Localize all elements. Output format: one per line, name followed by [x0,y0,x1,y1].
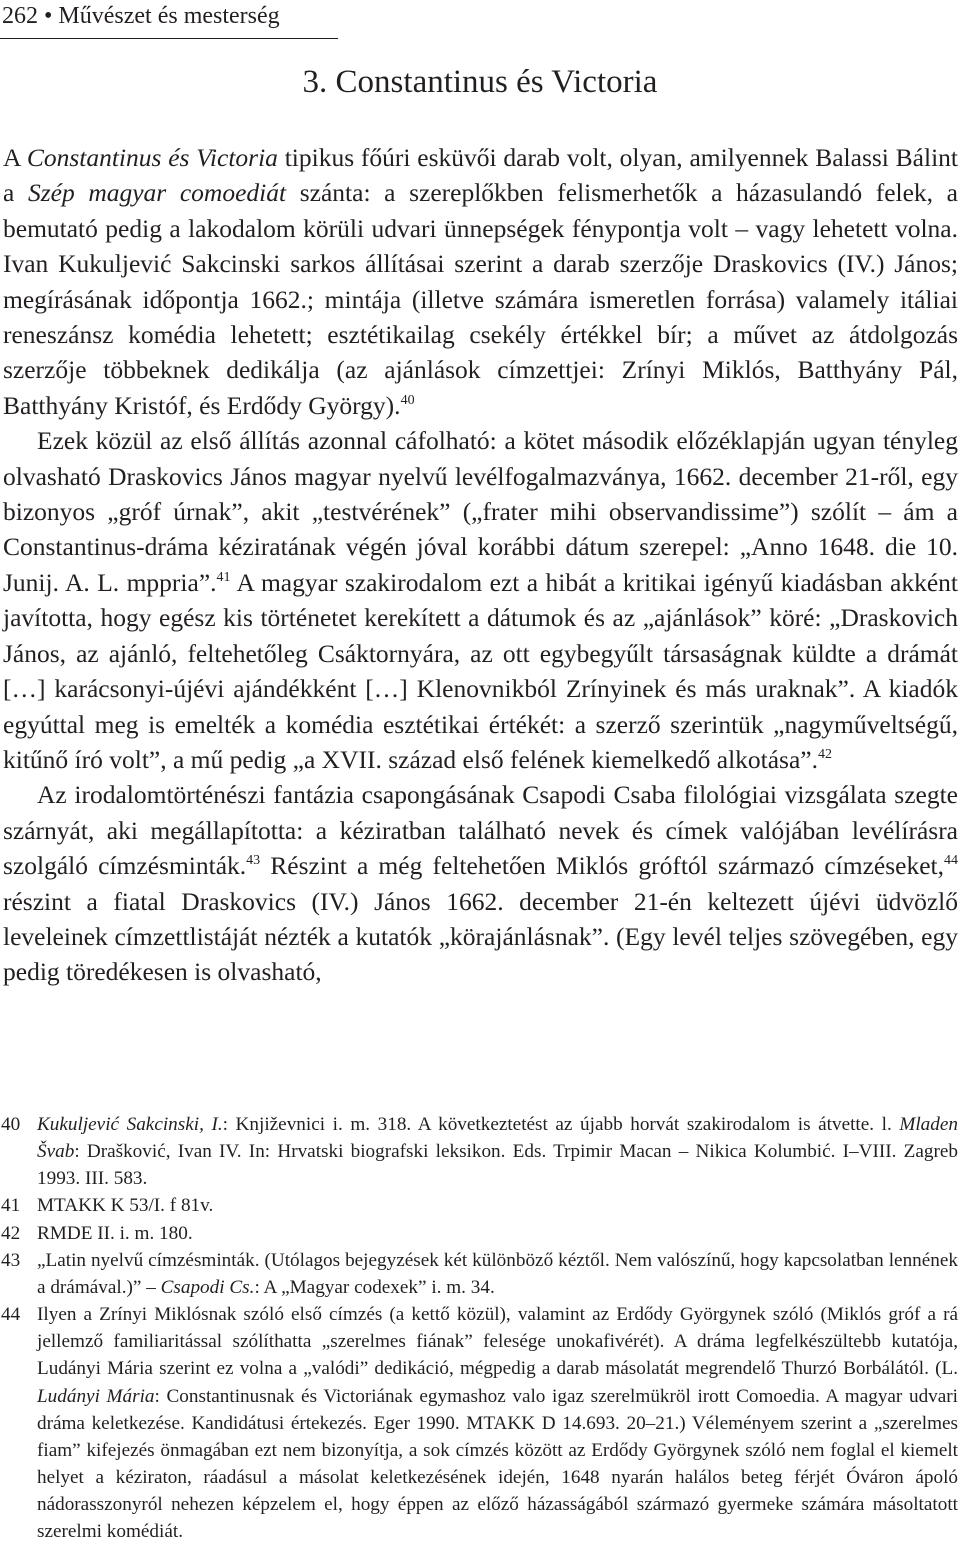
footnote-number: 42 [1,1222,21,1244]
italic-author: Kukuljević Sakcinski, I. [37,1114,223,1135]
page-number: 262 [2,3,38,29]
text-run: MTAKK K 53/I. f 81v. [37,1195,214,1217]
text-run: A [3,143,27,172]
text-run: : Drašković, Ivan IV. In: Hrvatski biografski leksikon. Eds. Trpimir Macan – Nikica Kolumbić. I–VIII. Zagreb 1993. III. 583. [37,1141,958,1190]
text-run: RMDE II. i. m. 180. [37,1222,193,1244]
italic-author: Ludányi Mária [37,1385,155,1407]
italic-author: Mladen Švab [37,1114,958,1163]
chapter-title: 3. Constantinus és Victoria [302,64,658,100]
text-run: : A „Magyar codexek” i. m. 34. [254,1276,495,1298]
text-run: részint a fiatal Draskovics (IV.) János 1662. december 21-én keltezett újévi üdvözlő leveleinek címzettlistáját nézték a kutatók „körajánlásnak”. (Egy levél teljes szövegében, egy pedig töredékesen is olvasható, [3,886,958,987]
text-run: Ezek közül az első állítás azonnal cáfolható: a kötet második előzéklapján ugyan tényleg olvasható Draskovics János magyar nyelvű levélfogalmazványa, 1662. december 21-ről, egy bizonyos „gróf úrnak”, akit „testvérének” („frater mihi observandissime”) szólít – ám a Constantinus-dráma kéziratának végén jóval korábbi dátum szerepel: „Anno 1648. die 10. Junij. A. L. mppria”. [3,426,958,597]
running-head [2,0,280,32]
main-text [3,140,958,990]
paragraph-1 [3,140,958,423]
footnote-41 [0,1192,958,1219]
italic-author: Csapodi Cs. [160,1276,255,1298]
footnote-42 [0,1220,958,1247]
bullet-separator: • [44,3,53,29]
footnote-number: 43 [1,1249,21,1271]
footnote-ref-41[interactable]: 41 [216,569,231,585]
text-run: Ilyen a Zrínyi Miklósnak szóló első címzés (a kettő közül), valamint az Erdődy Györgynek szóló (Miklós gróf a rá jellemző familiaritással szólíthatta „szerelmes fiának” felesége unokafivérét). A dráma legfelkészültebb kutatója, Ludányi Mária szerint ez volna a „valódi” dedikáció, mégpedig a darab másolatát megrendelő Thurzó Borbálától. (L. [37,1304,958,1380]
text-run: Az irodalomtörténészi fantázia csapongásának Csapodi Csaba filológiai vizsgálata szegte szárnyát, aki megállapította: a kéziratban található nevek és címek valójában levélírásra szolgáló címzésminták. [3,780,958,881]
footnote-44 [0,1301,958,1545]
text-run: : Constantinusnak és Victoriának egymashoz valo igaz szerelmükröl irott Comoedia. A magyar udvari dráma keletkezése. Kandidátusi értekezés. Eger 1990. MTAKK D 14.693. 20–21.) Véleményem szerint a „szerelmes fiam” kifejezés önmagában ezt nem bizonyítja, a sok címzés között az Erdődy Györgynek szóló nem foglal el kiemelt helyet a kéziraton, ráadásul a másolat keletkezésének idején, 1648 nyarán halálos beteg férjét Óváron ápoló nádorasszonyról nehezen képzelem el, hogy éppen az előző házasságából származó gyermeke számára másoltatott szerelmi komédiát. [37,1385,958,1543]
text-run: A magyar szakirodalom ezt a hibát a kritikai igényű kiadásban akként javította, hogy egész kis történetet kerekített a dátumok és az „ajánlások” köré: „Draskovich János, az ajánló, feltehetőleg Csáktornyára, az ott egybegyűlt társaságnak küldte a drámát […] karácsonyi-újévi ajándékként […] Klenovnikból Zrínyinek és más uraknak”. A kiadók egyúttal meg is emelték a komédia esztétikai értékét: a szerző szerintük „nagyműveltségű, kitűnő író volt”, a mű pedig „a XVII. század első felének kiemelkedő alkotása”. [3,567,958,774]
italic-title: Szép magyar comoediát [27,178,287,208]
footnote-ref-44[interactable]: 44 [944,853,958,869]
text-run: Részint a még feltehetően Miklós gróftól származó címzéseket, [260,851,944,881]
text-run: „Latin nyelvű címzésminták. (Utólagos bejegyzések két különböző kéztől. Nem valószínű, hogy kapcsolatban lennének a drámával.)” – [37,1249,958,1298]
text-run: tipikus főúri esküvői darab volt, olyan, amilyennek Balassi Bálint a [3,143,958,208]
running-title: Művészet és mesterség [58,3,280,29]
paragraph-3 [3,777,958,989]
paragraph-2 [3,423,958,777]
footnote-ref-43[interactable]: 43 [246,853,261,869]
text-run: : Književnici i. m. 318. A következtetést az újabb horvát szakirodalom is átvette. l. [222,1114,900,1135]
footnote-ref-40[interactable]: 40 [400,392,415,408]
footnote-43 [0,1247,958,1301]
footnote-number: 40 [1,1114,21,1135]
italic-title: Constantinus és Victoria [26,143,278,172]
footnotes [0,1111,958,1546]
footnote-40 [0,1111,958,1192]
text-run: szánta: a szereplőkben felismerhetők a házasulandó felek, a bemutató pedig a lakodalom körüli udvari ünnepségek fénypontja volt – vagy lehetett volna. Ivan Kukuljević Sakcinski sarkos állításai szerint a darab szerzője Draskovics (IV.) János; megírásának időpontja 1662.; mintája (illetve számára ismeretlen forrása) valamely itáliai reneszánsz komédia lehetett; esztétikailag csekély értékkel bír; a művet az átdolgozás szerzője többeknek dedikálja (az ajánlások címzettjei: Zrínyi Miklós, Batthyány Pál, Batthyány Kristóf, és Erdődy György). [3,178,958,420]
footnote-number: 44 [1,1304,21,1326]
footnote-ref-42[interactable]: 42 [818,746,832,762]
footnote-number: 41 [1,1195,21,1217]
header-rule [0,38,338,39]
